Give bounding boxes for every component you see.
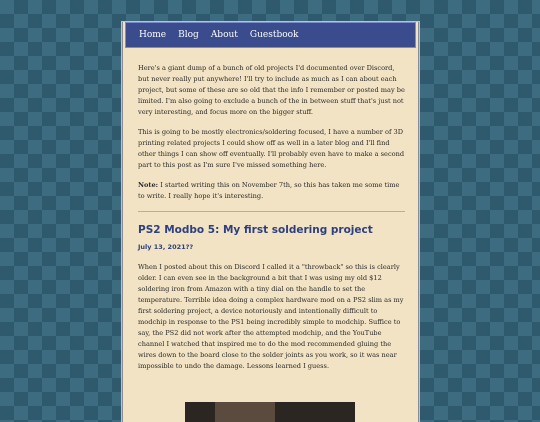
nav-about-link[interactable]: About <box>210 30 238 40</box>
post-title: PS2 Modbo 5: My first soldering project <box>138 224 373 236</box>
post-photo <box>185 402 355 422</box>
note-text: I started writing this on November 7th, so this has taken me some time to write. I really hope it's interesting. <box>138 181 400 200</box>
page-container <box>122 22 419 422</box>
post-date: July 13, 2021?? <box>138 243 194 251</box>
intro-paragraph-1: Here's a giant dump of a bunch of old projects I'd documented over Discord, but never really put anywhere! I'll try to include as much as I can about each project, but some of these are so old that the info I remember or posted may be limited. I'm also going to exclude a bunch of the in between stuff that's just not very interesting, and focus more on the bigger stuff. <box>138 64 405 116</box>
nav-home-link[interactable]: Home <box>139 30 167 40</box>
nav-bar <box>125 22 416 48</box>
nav-guestbook-link[interactable]: Guestbook <box>249 30 299 40</box>
photo-detail <box>215 402 275 422</box>
section-divider <box>138 211 405 212</box>
post-body: When I posted about this on Discord I called it a "throwback" so this is clearly older. I can even see in the background a bit that I was using my old $12 soldering iron from Amazon with a tiny dial on the handle to set the temperature. Terrible idea doing a complex hardware mod on a PS2 slim as my first soldering project, a device notoriously and intentionally difficult to modchip in response to the PS1 being incredibly simple to modchip. Suffice to say, the PS2 did not work after the attempted modchip, and the YouTube channel I watched that inspired me to do the mod recommended gluing the wires down to the board close to the solder joints as you work, so it was near impossible to undo the damage. Lessons learned I guess. <box>138 263 404 370</box>
nav-blog-link[interactable]: Blog <box>178 30 199 40</box>
note-label: Note: <box>138 181 159 189</box>
note-paragraph <box>138 180 405 202</box>
main-content <box>123 48 418 372</box>
intro-paragraph-2: This is going to be mostly electronics/soldering focused, I have a number of 3D printing related projects I could show off as well in a later blog and I'll find other things I can show off eventually. I'll probably even have to make a second part to this post as I'm sure I've missed something here. <box>138 128 405 169</box>
